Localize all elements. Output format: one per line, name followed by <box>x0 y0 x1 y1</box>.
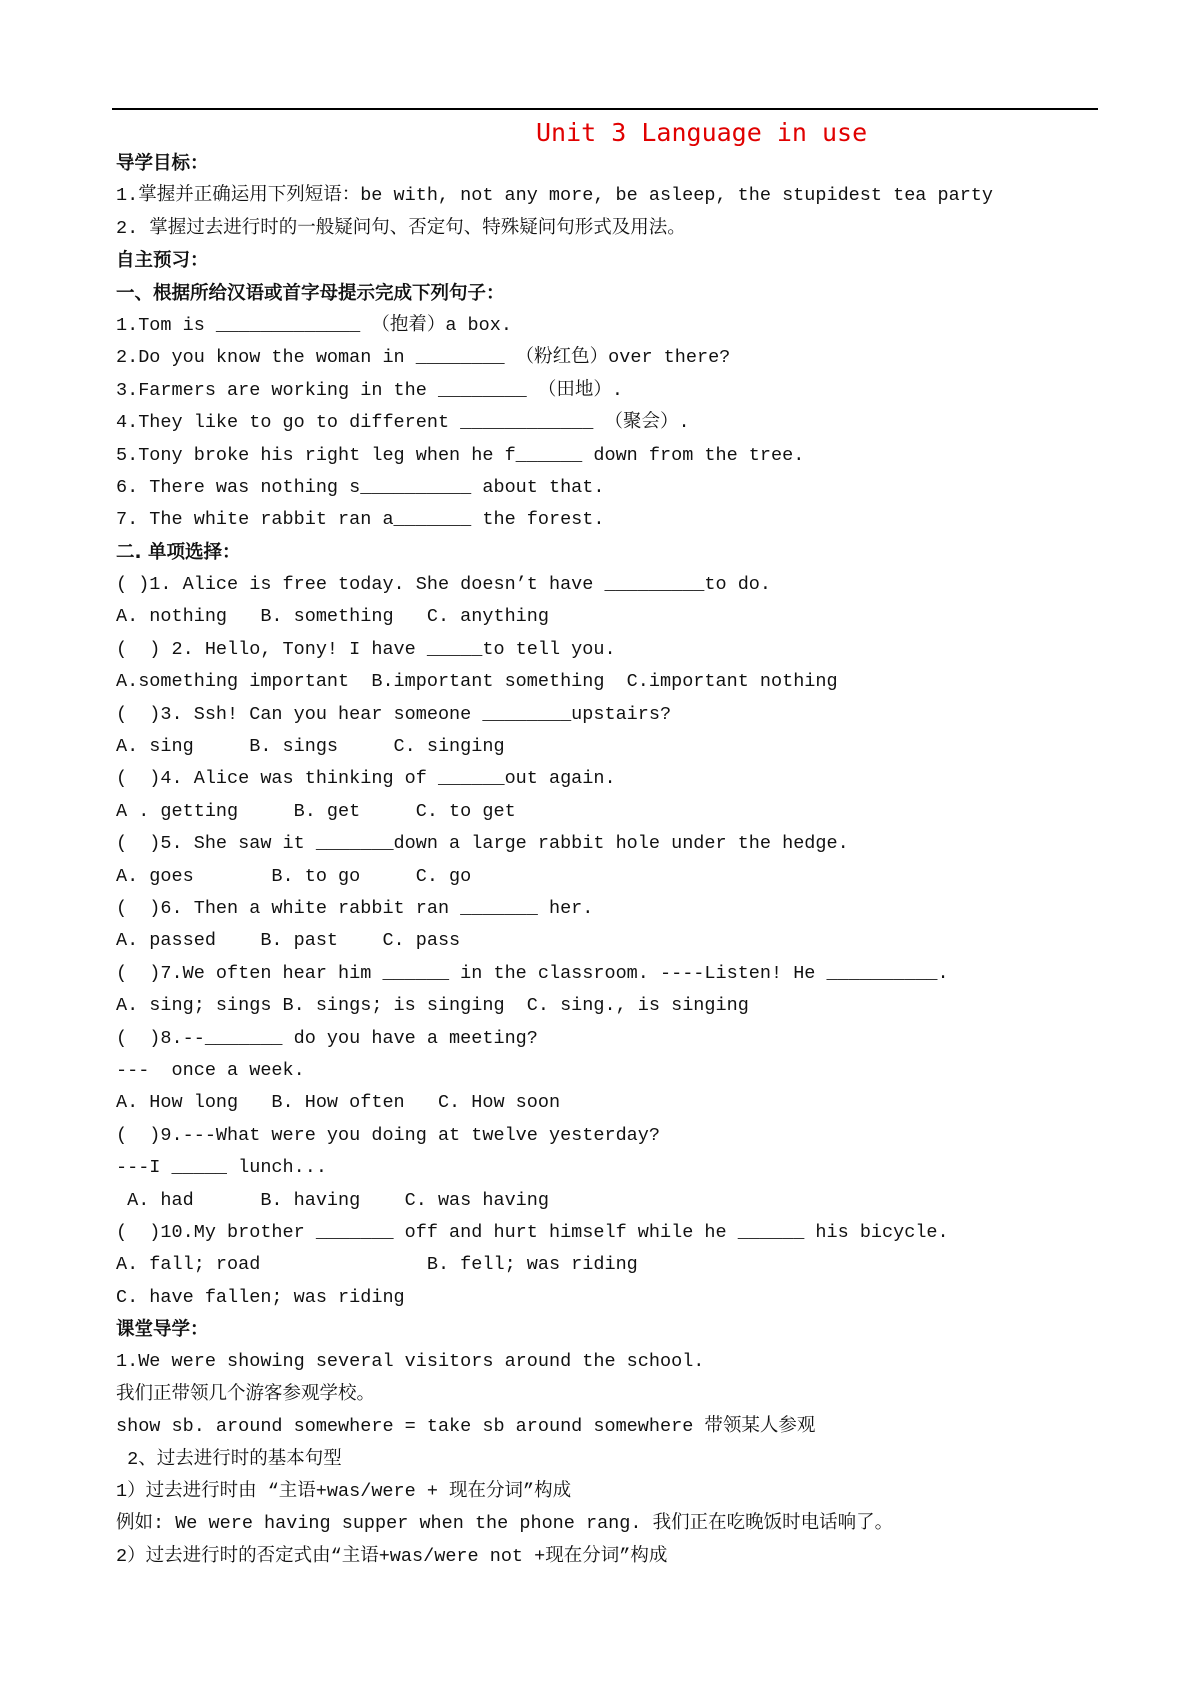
text-line: ( )4. Alice was thinking of ______out again. <box>116 768 616 790</box>
text-line: 7. The white rabbit ran a_______ the forest. <box>116 509 605 531</box>
text-line: A. sing B. sings C. singing <box>116 736 505 758</box>
section-heading: 二. 单项选择： <box>116 541 241 563</box>
text-line: 1.Tom is _____________ （抱着）a box. <box>116 314 512 336</box>
text-line: 2.Do you know the woman in ________ （粉红色）over there? <box>116 347 731 369</box>
text-line: A. had B. having C. was having <box>116 1189 549 1211</box>
text-line: 1.We were showing several visitors around the school. <box>116 1351 705 1373</box>
text-line: ( )3. Ssh! Can you hear someone ________upstairs? <box>116 703 672 725</box>
text-line: A. nothing B. something C. anything <box>116 606 549 628</box>
text-line: ( )5. She saw it _______down a large rabbit hole under the hedge. <box>116 833 849 855</box>
text-line: A. How long B. How often C. How soon <box>116 1092 561 1114</box>
text-line: ---I _____ lunch... <box>116 1157 327 1179</box>
text-line: ( )6. Then a white rabbit ran _______ her. <box>116 897 594 919</box>
section-heading: 导学目标： <box>116 153 209 174</box>
text-line: A. sing; sings B. sings; is singing C. sing., is singing <box>116 995 749 1017</box>
text-line: 4.They like to go to different ____________ （聚会）. <box>116 412 690 434</box>
text-line: A. passed B. past C. pass <box>116 930 461 952</box>
section-heading: 课堂导学： <box>116 1319 209 1341</box>
text-line: ( )10.My brother _______ off and hurt himself while he ______ his bicycle. <box>116 1221 949 1243</box>
text-line: A . getting B. get C. to get <box>116 800 516 822</box>
document-body <box>116 148 1096 1573</box>
text-line: ( ) 2. Hello, Tony! I have _____to tell you. <box>116 638 616 660</box>
text-line: 2. 掌握过去进行时的一般疑问句、否定句、特殊疑问句形式及用法。 <box>116 217 686 239</box>
text-line: 3.Farmers are working in the ________ （田地）. <box>116 379 623 401</box>
text-line: 2）过去进行时的否定式由“主语+was/were not +现在分词”构成 <box>116 1545 668 1567</box>
text-line: 1）过去进行时由 “主语+was/were + 现在分词”构成 <box>116 1481 572 1503</box>
header-rule <box>112 108 1098 110</box>
text-line: A.something important B.important something C.important nothing <box>116 671 838 693</box>
text-line: A. fall; road B. fell; was riding <box>116 1254 638 1276</box>
text-line: --- once a week. <box>116 1059 305 1081</box>
text-line: 5.Tony broke his right leg when he f______ down from the tree. <box>116 444 805 466</box>
text-line: 例如: We were having supper when the phone rang. 我们正在吃晚饭时电话响了。 <box>116 1513 894 1535</box>
text-line: ( )1. Alice is free today. She doesn’t have _________to do. <box>116 574 772 596</box>
text-line: ( )8.--_______ do you have a meeting? <box>116 1027 538 1049</box>
section-heading: 一、根据所给汉语或首字母提示完成下列句子： <box>116 282 505 304</box>
text-line: show sb. around somewhere = take sb around somewhere 带领某人参观 <box>116 1416 816 1438</box>
text-line: ( )7.We often hear him ______ in the classroom. ----Listen! He __________. <box>116 962 949 984</box>
text-line: A. goes B. to go C. go <box>116 865 472 887</box>
text-line: 我们正带领几个游客参观学校。 <box>116 1383 376 1405</box>
text-line: 2、过去进行时的基本句型 <box>116 1448 342 1470</box>
section-heading: 自主预习： <box>116 250 209 272</box>
page-title: Unit 3 Language in use <box>536 118 868 147</box>
text-line: 1.掌握并正确运用下列短语：be with, not any more, be asleep, the stupidest tea party <box>116 185 994 207</box>
text-line: 6. There was nothing s__________ about that. <box>116 476 605 498</box>
text-line: C. have fallen; was riding <box>116 1286 405 1308</box>
text-line: ( )9.---What were you doing at twelve yesterday? <box>116 1124 660 1146</box>
